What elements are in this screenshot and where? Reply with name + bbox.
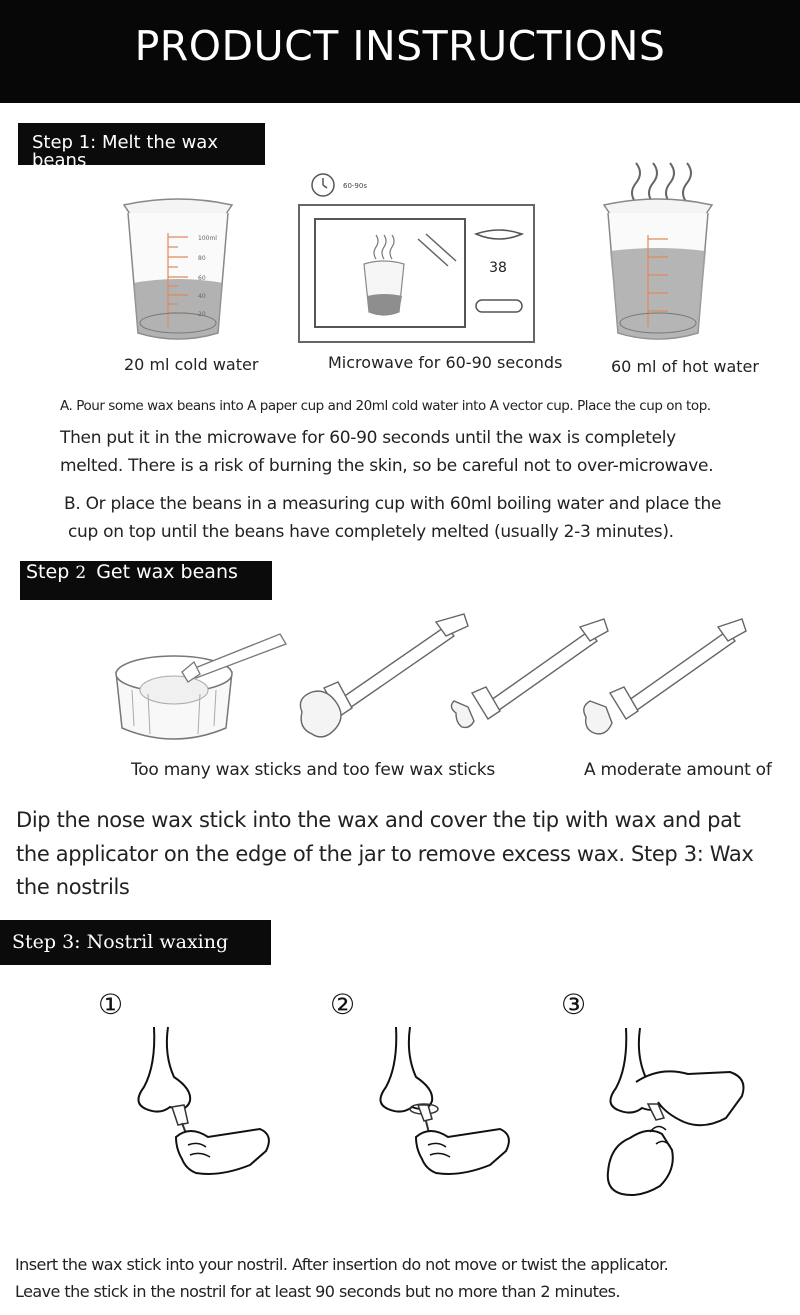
- nose-insertion-illustration-2: [370, 1025, 520, 1180]
- step1-para-b-line1: B. Or place the beans in a measuring cup with 60ml boiling water and place the: [64, 494, 722, 514]
- step2-tag-prefix: Step: [26, 561, 70, 583]
- step1-para-b-line2: cup on top until the beans have completely melted (usually 2-3 minutes).: [68, 522, 674, 542]
- cup-mark-80: 80: [198, 255, 206, 262]
- step1-tag: [18, 123, 265, 171]
- step1-para-a-line3: melted. There is a risk of burning the skin, so be careful not to over-microwave.: [60, 456, 714, 476]
- hot-water-cup-illustration: [598, 155, 718, 345]
- step1-para-a-line2: Then put it in the microwave for 60-90 seconds until the wax is completely: [60, 428, 676, 448]
- step2-para-line1: Dip the nose wax stick into the wax and cover the tip with wax and pat: [16, 808, 741, 832]
- step3-tag-label: Step 3: Nostril waxing: [12, 931, 229, 953]
- step3-number-2: ②: [330, 988, 356, 1021]
- cup-mark-100: 100ml: [198, 235, 217, 242]
- step3-para-line1: Insert the wax stick into your nostril. After insertion do not move or twist the applicator.: [15, 1255, 669, 1274]
- wax-bowl-illustration: [112, 630, 292, 750]
- cup-mark-60: 60: [198, 275, 206, 282]
- page-title: PRODUCT INSTRUCTIONS: [134, 22, 666, 70]
- step2-tag-text: Get wax beans: [96, 561, 238, 583]
- caption-too-many-too-few: Too many wax sticks and too few wax sticks: [131, 760, 495, 780]
- step3-number-1: ①: [98, 988, 124, 1021]
- cup-mark-20: 20: [198, 311, 206, 318]
- step2-tag-num: 2: [75, 563, 87, 583]
- microwave-timer-label: 60-90s: [343, 182, 367, 190]
- step3-number-3: ③: [561, 988, 587, 1021]
- caption-moderate: A moderate amount of: [584, 760, 772, 780]
- caption-hot-water: 60 ml of hot water: [611, 357, 759, 376]
- step3-para-line2: Leave the stick in the nostril for at least 90 seconds but no more than 2 minutes.: [15, 1282, 620, 1301]
- caption-microwave: Microwave for 60-90 seconds: [328, 353, 563, 372]
- step2-para-line3: the nostrils: [16, 875, 130, 899]
- caption-cold-water: 20 ml cold water: [124, 355, 259, 374]
- step2-para-line2: the applicator on the edge of the jar to remove excess wax. Step 3: Wax: [16, 842, 754, 866]
- stick-moderate-wax-illustration: [572, 617, 747, 742]
- cold-water-cup-illustration: [118, 195, 238, 345]
- clock-icon: [310, 172, 336, 198]
- step1-tag-label: Step 1: Melt the wax beans: [32, 132, 218, 171]
- microwave-illustration: [298, 204, 535, 344]
- step2-tag: [20, 561, 272, 600]
- nose-pressing-illustration-3: [600, 1022, 760, 1202]
- cup-mark-40: 40: [198, 293, 206, 300]
- nose-insertion-illustration-1: [130, 1025, 280, 1180]
- microwave-display: 38: [489, 260, 507, 276]
- step3-tag: [0, 920, 271, 965]
- step1-para-a-line1: A. Pour some wax beans into A paper cup and 20ml cold water into A vector cup. Place the cup on top.: [60, 398, 711, 414]
